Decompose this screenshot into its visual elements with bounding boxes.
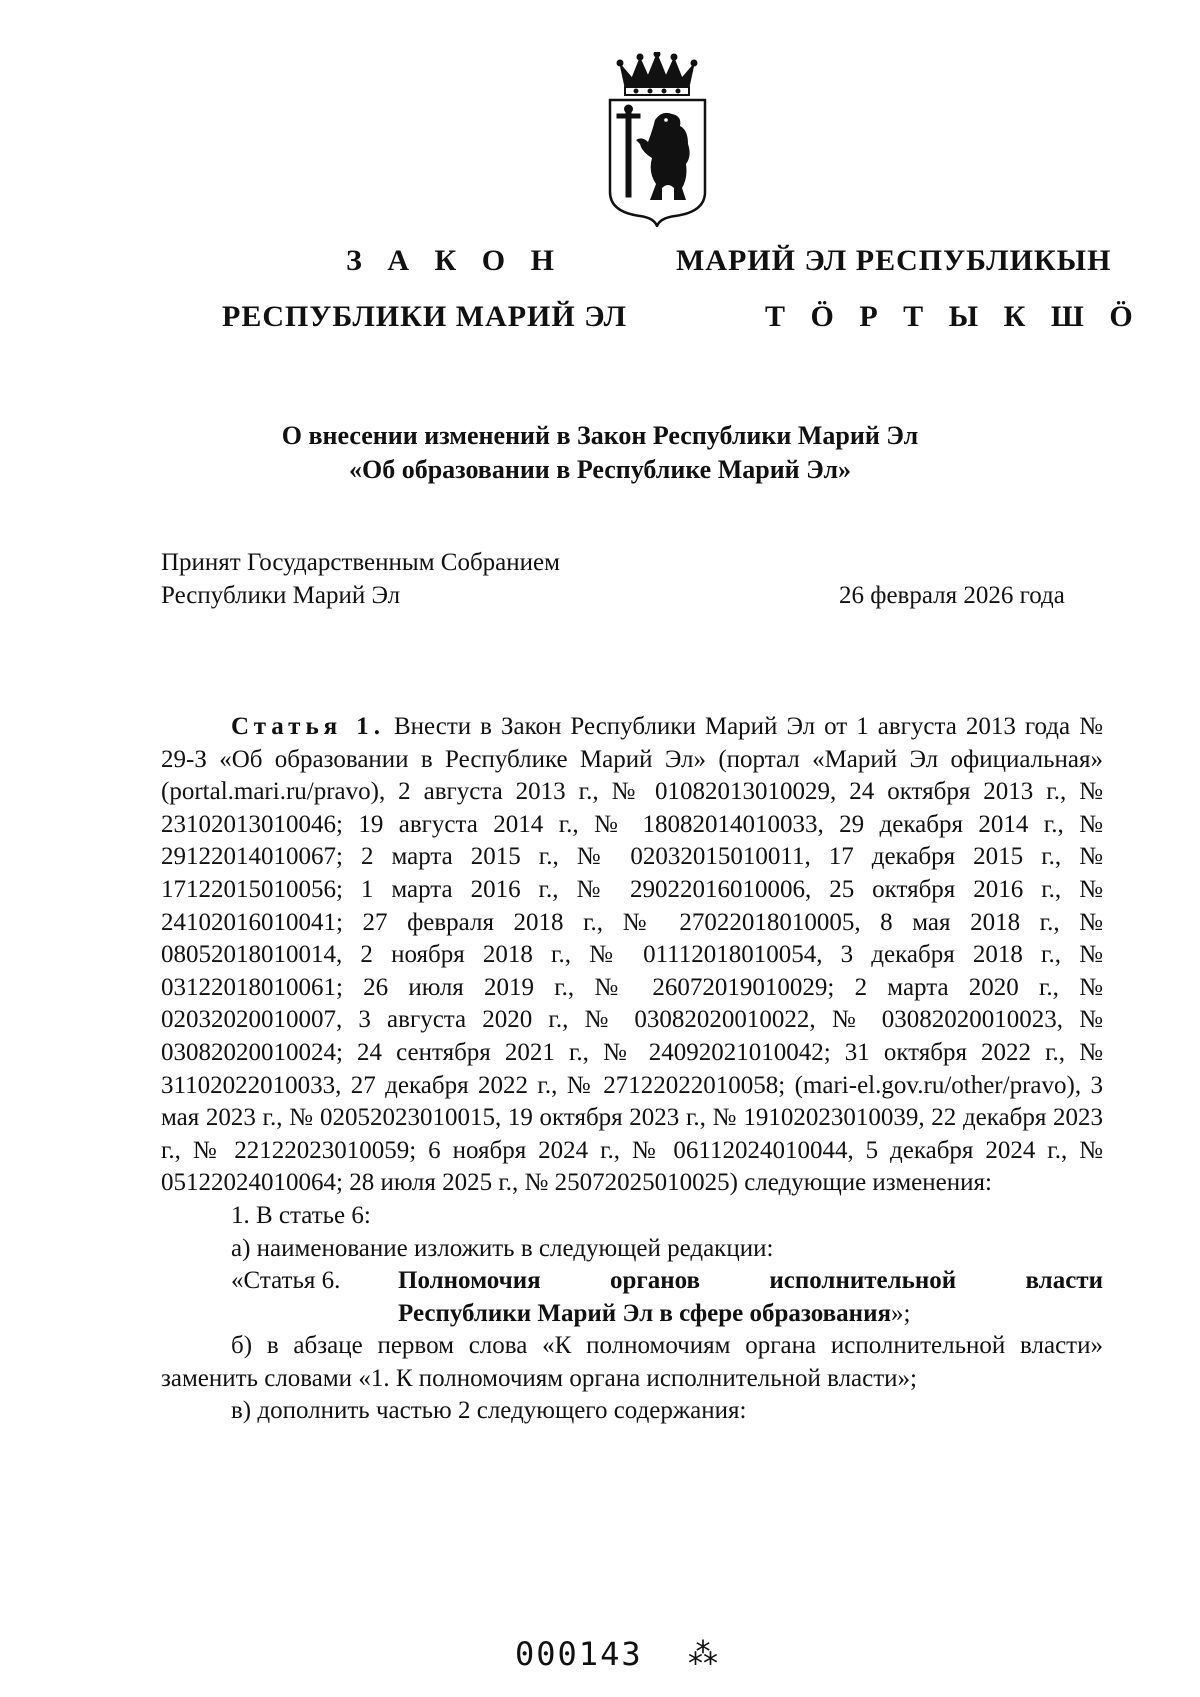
header-mari-republic: МАРИЙ ЭЛ РЕСПУБЛИКЫН [676,244,1112,277]
header-law-label: З А К О Н [346,244,563,277]
header-republic-name: РЕСПУБЛИКИ МАРИЙ ЭЛ [222,300,628,333]
item-a: а) наименование изложить в следующей редакции: [231,1234,774,1262]
item-1: 1. В статье 6: [231,1201,371,1229]
adoption-line1: Принят Государственным Собранием [161,549,560,576]
coat-of-arms-emblem [600,52,715,227]
document-title-line1: О внесении изменений в Закон Республики Марий Эл [281,421,919,450]
document-title [0,419,1200,487]
article-6-title-tail: »; [891,1299,911,1327]
article-1-label: Статья 1. [231,713,385,740]
document-stamp-number: 000143 [515,1635,643,1673]
stamp-mark-icon: ⁂ [688,1637,718,1672]
article-1 [161,711,1103,1428]
article-1-text: Внести в Закон Республики Марий Эл от 1 августа 2013 года № 29-З «Об образовании в Республике Марий Эл» (портал «Марий Эл официальная» (portal.mari.ru/pravo), 2 августа 2013 г., № 01082013010029, 24 октября 2013 г., № 23102013010046; 19 августа 2014 г., № 18082014010033, 29 декабря 2014 г., № 29122014010067; 2 марта 2015 г., № 02032015010011, 17 декабря 2015 г., № 17122015010056; 1 марта 2016 г., № 29022016010006, 25 октября 2016 г., № 24102016010041; 27 февраля 2018 г., № 27022018010005, 8 мая 2018 г., № 08052018010014, 2 ноября 2018 г., № 01112018010054, 3 декабря 2018 г., № 03122018010061; 26 июля 2019 г., № 26072019010029; 2 марта 2020 г., № 02032020010007, 3 августа 2020 г., № 03082020010022, № 03082020010023, № 03082020010024; 24 сентября 2021 г., № 24092021010042; 31 октября 2022 г., № 31102022010033, 27 декабря 2022 г., № 27122022010058; (mari-el.gov.ru/other/pravo), 3 мая 2023 г., № 02052023010015, 19 октября 2023 г., № 19102023010039, 22 декабря 2023 г., № 22122023010059; 6 ноября 2024 г., № 06112024010044, 5 декабря 2024 г., № 05122024010064; 28 июля 2025 г., № 25072025010025) следующие изменения: [161,713,1103,1197]
adoption-line2: Республики Марий Эл [161,582,401,609]
adoption-date: 26 февраля 2026 года [839,582,1065,609]
article-6-lead: «Статья 6. [231,1267,341,1295]
item-v: в) дополнить частью 2 следующего содержания: [231,1397,747,1425]
document-title-line2: «Об образовании в Республике Марий Эл» [348,455,852,484]
item-b: б) в абзаце первом слова «К полномочиям органа исполнительной власти» заменить словами «1. К полномочиям органа исполнительной власти»; [161,1332,1103,1392]
header-mari-law-label: Т Ӧ Р Т Ы К Ш Ӧ [765,300,1142,333]
article-6-title-line2: Республики Марий Эл в сфере образования [398,1299,892,1327]
article-6-heading [161,1265,1103,1330]
article-1-paragraph [161,711,1103,1200]
article-6-title-line1: Полномочия органов исполнительной власти [398,1267,1103,1295]
article-6-title [398,1265,1103,1330]
